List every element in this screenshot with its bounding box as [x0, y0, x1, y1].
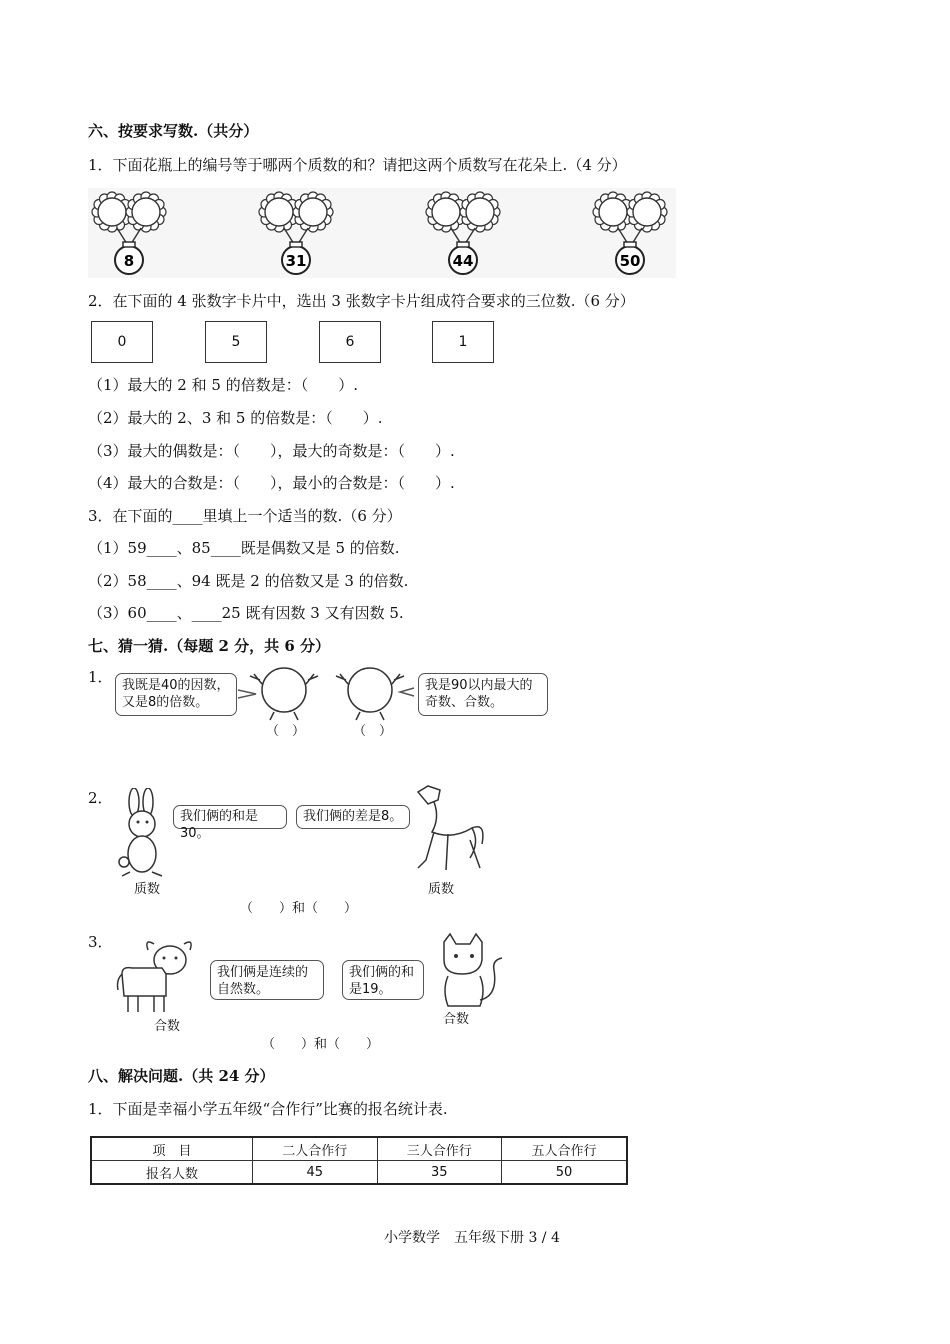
section8-q1: 1．下面是幸福小学五年级“合作行”比赛的报名统计表. — [88, 1100, 448, 1118]
q7-3-number: 3． — [88, 933, 113, 951]
speech-bubble-consecutive: 我们俩是连续的 自然数。 — [210, 960, 324, 1000]
q3-item-3: （3）60____、____25 既有因数 3 又有因数 5. — [88, 604, 404, 622]
vase-number: 31 — [285, 252, 307, 270]
vase-neck — [123, 242, 135, 247]
vase-number: 44 — [452, 252, 474, 270]
registration-table — [90, 1136, 628, 1185]
table-cell: 45 — [253, 1161, 378, 1185]
flower-icon — [293, 192, 333, 232]
section6-q3: 3．在下面的____里填上一个适当的数.（6 分） — [88, 507, 402, 525]
answer-blank: （ ） — [266, 724, 306, 739]
digit-card: 1 — [432, 321, 494, 363]
vase-neck — [457, 242, 469, 247]
vase-group — [92, 192, 166, 274]
table-header-cell: 三人合作行 — [377, 1137, 502, 1161]
round-figures-icon — [236, 664, 416, 724]
label-prime-right: 质数 — [428, 882, 455, 897]
horse-icon — [404, 782, 490, 878]
speech-bubble-40-factor: 我既是40的因数， 又是8的倍数。 — [115, 673, 237, 716]
speech-bubble-diff-8: 我们俩的差是8。 — [296, 805, 410, 829]
q2-item-1: （1）最大的 2 和 5 的倍数是：（ ）. — [88, 376, 358, 394]
vase-group — [593, 192, 667, 274]
vase-number: 8 — [123, 252, 135, 270]
speech-bubble-90-odd: 我是90以内最大的 奇数、合数。 — [418, 673, 548, 716]
table-header-cell: 五人合作行 — [502, 1137, 627, 1161]
vase-group — [259, 192, 333, 274]
answer-blank-pair: （ ）和（ ） — [262, 1037, 380, 1052]
speech-bubble-sum-19: 我们俩的和 是19。 — [342, 960, 424, 1000]
q7-2-number: 2． — [88, 789, 113, 807]
rabbit-icon — [112, 788, 176, 880]
table-cell: 35 — [377, 1161, 502, 1185]
flower-icon — [460, 192, 500, 232]
vase-neck — [624, 242, 636, 247]
section6-title: 六、按要求写数.（共分） — [88, 122, 259, 140]
answer-blank-pair: （ ）和（ ） — [240, 901, 358, 916]
cat-icon — [434, 932, 510, 1012]
table-row — [91, 1161, 627, 1185]
table-header-cell: 项 目 — [91, 1137, 253, 1161]
table-header-cell: 二人合作行 — [253, 1137, 378, 1161]
q2-item-4: （4）最大的合数是：（ ），最小的合数是：（ ）. — [88, 474, 455, 492]
section7-title: 七、猜一猜.（每题 2 分，共 6 分） — [88, 637, 330, 655]
q2-item-2: （2）最大的 2、3 和 5 的倍数是：（ ）. — [88, 409, 383, 427]
digit-card: 6 — [319, 321, 381, 363]
digit-card: 0 — [91, 321, 153, 363]
flower-icon — [126, 192, 166, 232]
q3-item-2: （2）58____、94 既是 2 的倍数又是 3 的倍数. — [88, 572, 409, 590]
label-composite-right: 合数 — [443, 1012, 470, 1027]
vase-group — [426, 192, 500, 274]
q2-item-3: （3）最大的偶数是：（ ），最大的奇数是：（ ）. — [88, 442, 455, 460]
vase-number: 50 — [619, 252, 641, 270]
label-composite-left: 合数 — [154, 1019, 181, 1034]
section8-title: 八、解决问题.（共 24 分） — [88, 1067, 275, 1085]
label-prime-left: 质数 — [134, 882, 161, 897]
flower-icon — [627, 192, 667, 232]
flower-vase-illustration — [88, 188, 676, 278]
table-header-row — [91, 1137, 627, 1161]
digit-card: 5 — [205, 321, 267, 363]
q7-1-number: 1． — [88, 668, 113, 686]
cow-icon — [114, 938, 200, 1018]
q3-item-1: （1）59____、85____既是偶数又是 5 的倍数. — [88, 539, 400, 557]
vase-neck — [290, 242, 302, 247]
table-cell: 50 — [502, 1161, 627, 1185]
answer-blank: （ ） — [353, 724, 393, 739]
table-cell: 报名人数 — [91, 1161, 253, 1185]
page-footer: 小学数学 五年级下册 3 / 4 — [384, 1230, 560, 1246]
speech-bubble-sum-30: 我们俩的和是30。 — [173, 805, 287, 829]
section6-q2: 2．在下面的 4 张数字卡片中，选出 3 张数字卡片组成符合要求的三位数.（6 分） — [88, 292, 635, 310]
section6-q1: 1．下面花瓶上的编号等于哪两个质数的和？请把这两个质数写在花朵上.（4 分） — [88, 156, 627, 174]
